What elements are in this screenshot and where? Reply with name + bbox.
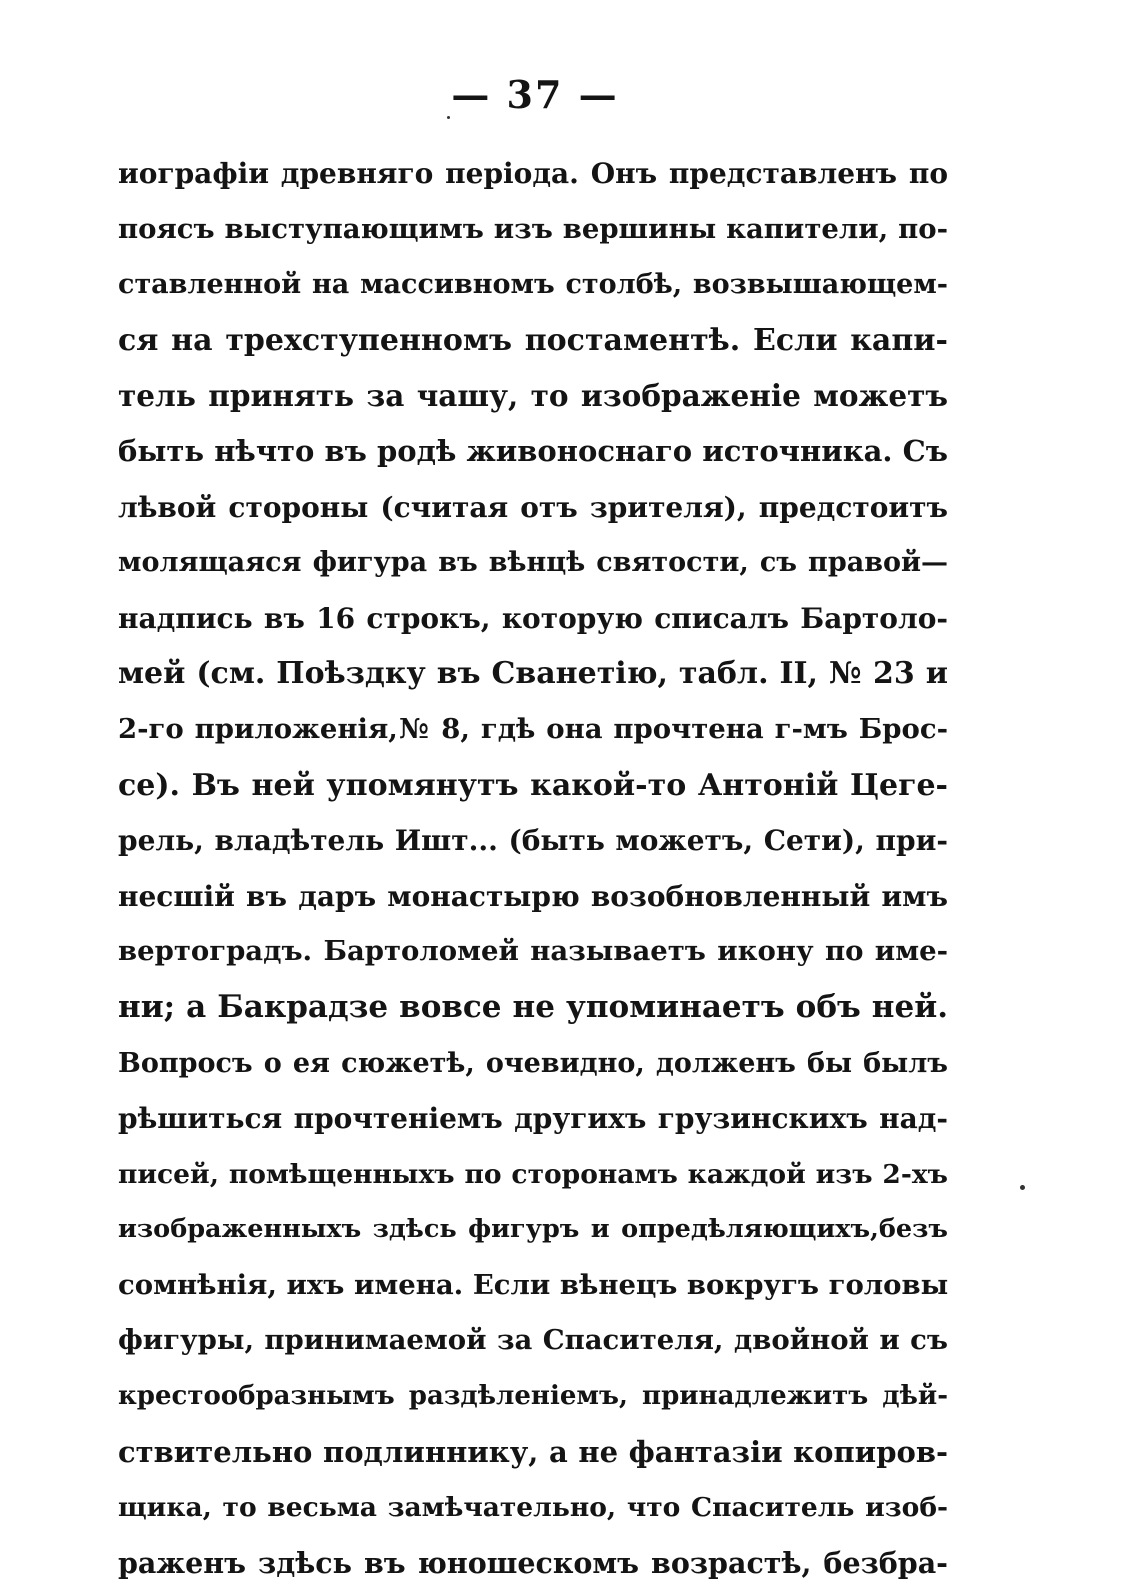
text-line: сомнѣнія, ихъ имена. Если вѣнецъ вокругъ головы: [118, 1268, 949, 1301]
text-line: се). Въ ней упомянутъ какой-то Антоній Цеге-: [118, 767, 948, 803]
page-number: — 37 —: [451, 72, 619, 117]
text-line: 2-го приложенія,№ 8, гдѣ она прочтена г-мъ Брос-: [118, 712, 948, 745]
scan-speck: [447, 116, 450, 119]
text-line: рель, владѣтель Ишт... (быть можетъ, Сети), при-: [118, 824, 948, 858]
text-line: щика, то весьма замѣчательно, что Спаситель изоб-: [118, 1492, 948, 1524]
text-line: лѣвой стороны (считая отъ зрителя), предстоитъ: [118, 490, 948, 524]
scan-speck: [1020, 1185, 1025, 1190]
text-line: изображенныхъ здѣсь фигуръ и опредѣляющихъ,безъ: [118, 1214, 948, 1245]
text-line: фигуры, принимаемой за Спасителя, двойной и съ: [118, 1324, 948, 1357]
text-line: тель принять за чашу, то изображеніе можетъ: [118, 378, 948, 414]
text-line: иографіи древняго періода. Онъ представленъ по: [118, 157, 948, 190]
text-line: ся на трехступенномъ постаментѣ. Если капи-: [118, 322, 948, 358]
text-line: писей, помѣщенныхъ по сторонамъ каждой изъ 2-хъ: [118, 1158, 948, 1190]
text-line: ставленной на массивномъ столбѣ, возвышающем-: [118, 269, 948, 301]
text-line: поясъ выступающимъ изъ вершины капители, по-: [118, 212, 948, 245]
text-line: крестообразнымъ раздѣленіемъ, принадлежитъ дѣй-: [118, 1381, 948, 1412]
text-line: надпись въ 16 строкъ, которую списалъ Бартоло-: [118, 601, 948, 635]
text-line: быть нѣчто въ родѣ живоноснаго источника. Съ: [118, 433, 948, 468]
text-line: мей (см. Поѣздку въ Сванетію, табл. II, № 23 и: [118, 656, 948, 692]
text-line: рѣшиться прочтеніемъ другихъ грузинскихъ над-: [118, 1102, 948, 1136]
text-line: ни; а Бакрадзе вовсе не упоминаетъ объ ней.: [118, 988, 948, 1025]
text-line: ствительно подлиннику, а не фантазіи копиров-: [118, 1434, 948, 1469]
text-line: молящаяся фигура въ вѣнцѣ святости, съ правой—: [118, 547, 948, 579]
text-line: Вопросъ о ея сюжетѣ, очевидно, долженъ бы былъ: [118, 1047, 948, 1079]
text-line: вертоградъ. Бартоломей называетъ икону по име-: [118, 935, 948, 968]
text-line: раженъ здѣсь въ юношескомъ возрастѣ, безбра-: [118, 1545, 948, 1580]
body-text: [118, 146, 948, 1591]
text-line: несшій въ даръ монастырю возобновленный имъ: [118, 879, 948, 913]
